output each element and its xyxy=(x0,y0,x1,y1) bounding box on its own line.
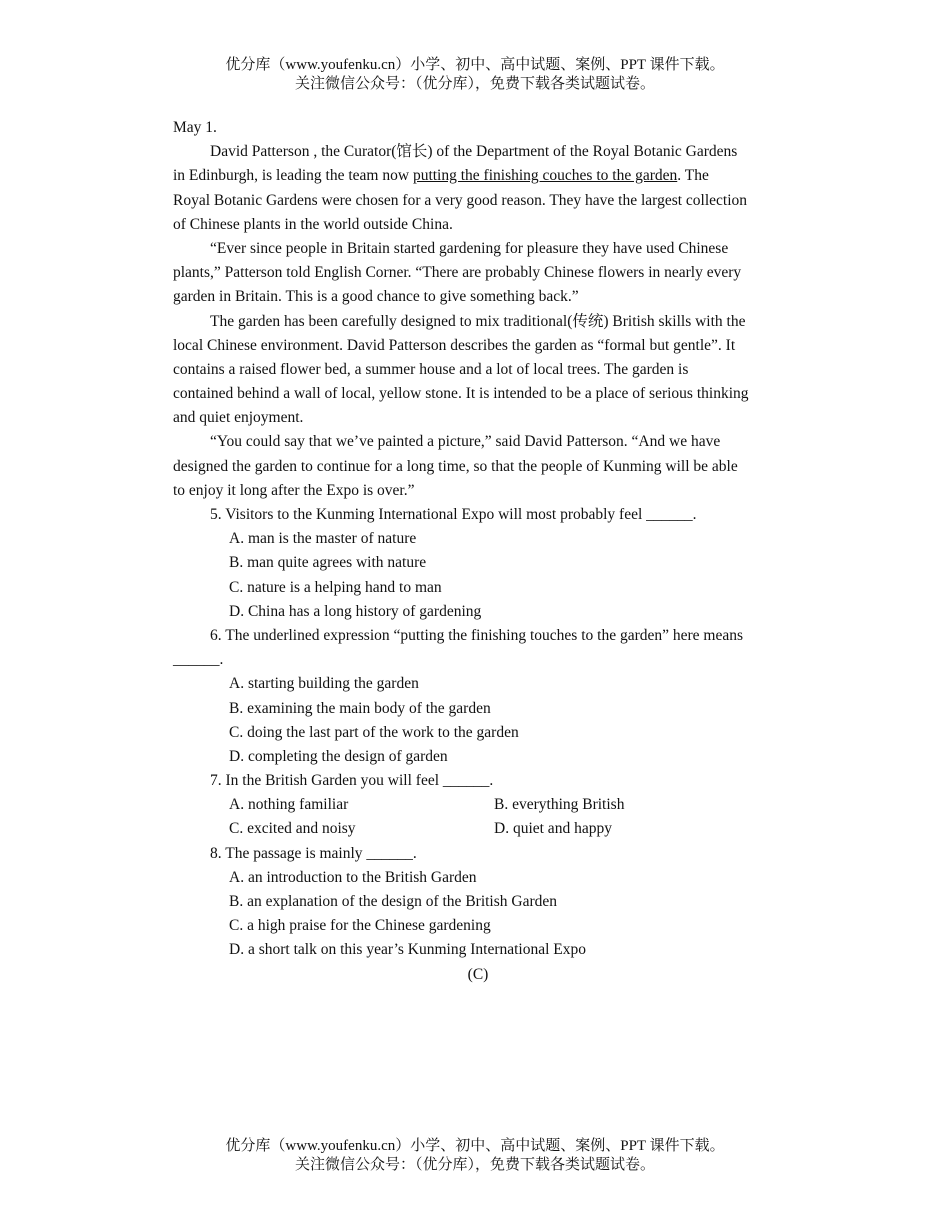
paragraph-2 xyxy=(173,237,783,310)
p1-line-2 xyxy=(173,164,783,188)
p3-line-2: local Chinese environment. David Patterson describes the garden as “formal but gentle”. It xyxy=(173,336,736,354)
p2-line-3: garden in Britain. This is a good chance to give something back.” xyxy=(173,288,579,306)
q8-option-d: D. a short talk on this year’s Kunming International Expo xyxy=(229,941,587,959)
p2-line-2: plants,” Patterson told English Corner. “There are probably Chinese flowers in nearly every xyxy=(173,264,742,282)
q6-stem-blank: ______. xyxy=(173,651,224,669)
document-body xyxy=(173,116,783,987)
q5-option-d: D. China has a long history of gardening xyxy=(229,602,482,620)
p3-line-4: contained behind a wall of local, yellow stone. It is intended to be a place of serious thinking xyxy=(173,385,749,403)
q5-option-a: A. man is the master of nature xyxy=(229,530,417,548)
q8-stem: 8. The passage is mainly ______. xyxy=(210,844,417,862)
q6-option-b: B. examining the main body of the garden xyxy=(229,699,491,717)
p4-line-1: “You could say that we’ve painted a picture,” said David Patterson. “And we have xyxy=(210,433,721,451)
q8-option-a: A. an introduction to the British Garden xyxy=(229,868,477,886)
q7-option-a: A. nothing familiar xyxy=(229,796,349,814)
q7-options-row-2 xyxy=(173,817,783,841)
q8-option-c: C. a high praise for the Chinese gardening xyxy=(229,917,491,935)
p4-line-3: to enjoy it long after the Expo is over.” xyxy=(173,481,415,499)
footer-line-1: 优分库（www.youfenku.cn）小学、初中、高中试题、案例、PPT 课件下载。 xyxy=(225,1138,725,1154)
underlined-expression: putting the finishing couches to the garden xyxy=(412,167,678,185)
q5-option-b: B. man quite agrees with nature xyxy=(229,554,427,572)
question-6 xyxy=(173,624,783,769)
section-label: (C) xyxy=(467,965,489,983)
paragraph-3 xyxy=(173,310,783,431)
question-5 xyxy=(173,503,783,624)
p1-line-4: of Chinese plants in the world outside China. xyxy=(173,215,453,233)
header-line-1: 优分库（www.youfenku.cn）小学、初中、高中试题、案例、PPT 课件下载。 xyxy=(225,57,725,73)
q6-stem: 6. The underlined expression “putting the finishing touches to the garden” here means xyxy=(210,626,744,644)
q7-stem: 7. In the British Garden you will feel ______. xyxy=(210,772,494,790)
q7-option-b: B. everything British xyxy=(494,796,625,814)
q7-option-d: D. quiet and happy xyxy=(494,820,612,838)
q5-stem: 5. Visitors to the Kunming International Expo will most probably feel ______. xyxy=(210,506,697,523)
question-7 xyxy=(173,769,783,842)
q7-options-row-1 xyxy=(173,793,783,817)
paragraph-4 xyxy=(173,430,783,503)
p3-line-3: contains a raised flower bed, a summer house and a lot of local trees. The garden is xyxy=(173,360,689,378)
p3-line-1: The garden has been carefully designed to mix traditional(传统) British skills with the xyxy=(210,312,746,330)
paragraph-1 xyxy=(173,140,783,237)
date-line: May 1. xyxy=(173,119,217,136)
question-8 xyxy=(173,842,783,963)
q6-option-d: D. completing the design of garden xyxy=(229,747,448,765)
q7-option-c: C. excited and noisy xyxy=(229,820,356,838)
p4-line-2: designed the garden to continue for a long time, so that the people of Kunming will be able xyxy=(173,457,738,475)
p1-line-2-text: in Edinburgh, is leading the team now xyxy=(173,167,413,185)
p3-line-5: and quiet enjoyment. xyxy=(173,409,304,427)
page-header xyxy=(0,56,950,94)
q6-option-a: A. starting building the garden xyxy=(229,675,419,693)
p1-line-3: Royal Botanic Gardens were chosen for a very good reason. They have the largest collection xyxy=(173,191,748,209)
q5-option-c: C. nature is a helping hand to man xyxy=(229,578,442,596)
p2-line-1: “Ever since people in Britain started gardening for pleasure they have used Chinese xyxy=(210,239,729,257)
page-footer xyxy=(0,1137,950,1175)
header-line-2: 关注微信公众号：（优分库），免费下载各类试题试卷。 xyxy=(294,76,655,92)
footer-line-2: 关注微信公众号：（优分库），免费下载各类试题试卷。 xyxy=(294,1157,655,1173)
p1-line-2-tail: . The xyxy=(677,167,709,185)
q6-option-c: C. doing the last part of the work to the garden xyxy=(229,723,519,741)
p1-line-1: David Patterson , the Curator(馆长) of the Department of the Royal Botanic Gardens xyxy=(210,143,738,161)
q8-option-b: B. an explanation of the design of the British Garden xyxy=(229,893,558,910)
